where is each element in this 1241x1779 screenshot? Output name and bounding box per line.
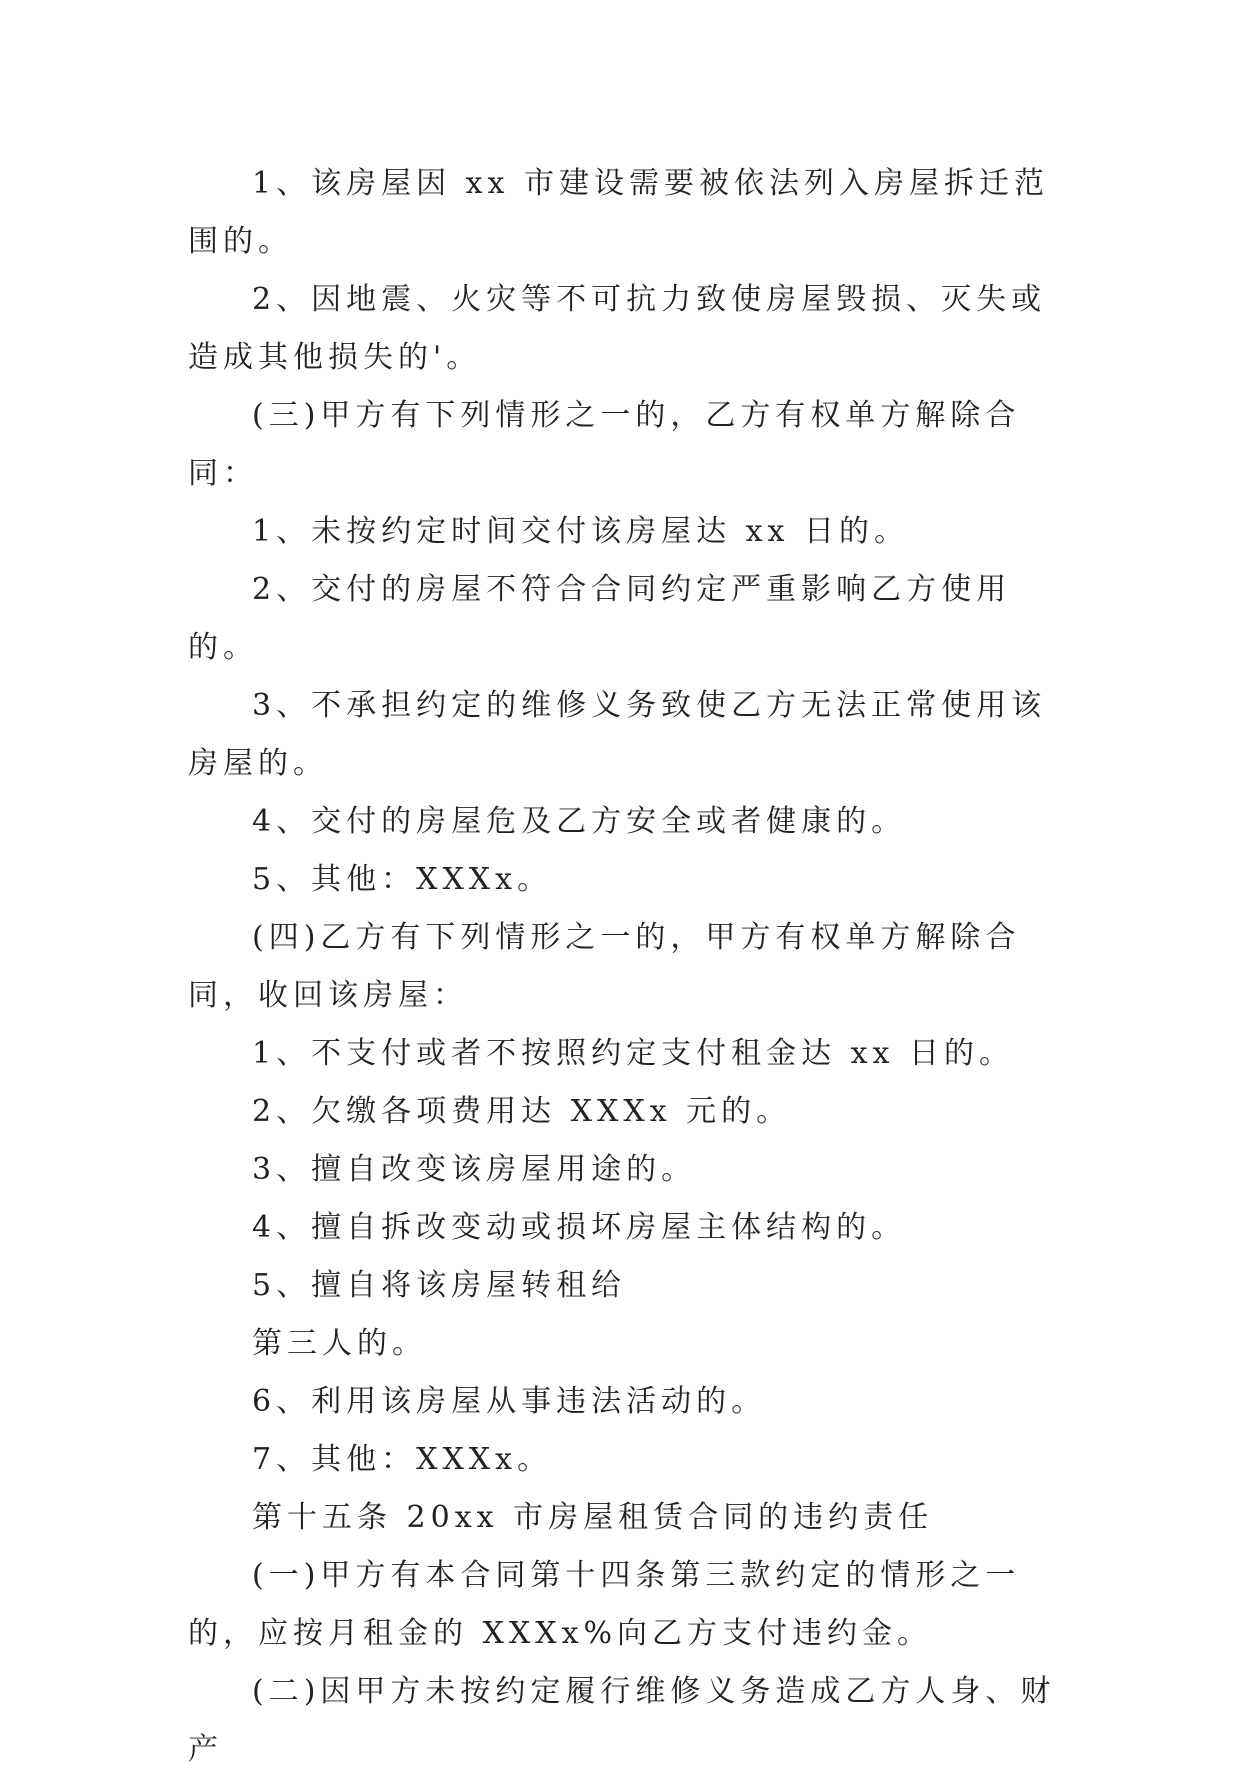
paragraph-clause-2: 2、因地震、火灾等不可抗力致使房屋毁损、灭失或造成其他损失的'。 — [188, 282, 1047, 375]
article-15-heading: 第十五条 20xx 市房屋租赁合同的违约责任 — [252, 1500, 934, 1535]
paragraph-item-4-5-cont: 第三人的。 — [252, 1326, 427, 1361]
paragraph-item-4-7: 7、其他：XXXx。 — [252, 1442, 553, 1477]
paragraph-item-3-2: 2、交付的房屋不符合合同约定严重影响乙方使用的。 — [188, 572, 1012, 665]
document-body — [188, 155, 1058, 1779]
paragraph-item-4-6: 6、利用该房屋从事违法活动的。 — [252, 1384, 767, 1419]
paragraph-item-3-3: 3、不承担约定的维修义务致使乙方无法正常使用该房屋的。 — [188, 688, 1047, 781]
paragraph-item-4-3: 3、擅自改变该房屋用途的。 — [252, 1152, 697, 1187]
paragraph-article-15-1: (一)甲方有本合同第十四条第三款约定的情形之一的，应按月租金的 XXXx%向乙方支付违约金。 — [188, 1558, 1021, 1651]
paragraph-item-4-4: 4、擅自拆改变动或损坏房屋主体结构的。 — [252, 1210, 907, 1245]
paragraph-item-3-1: 1、未按约定时间交付该房屋达 xx 日的。 — [252, 514, 909, 549]
paragraph-item-4-5: 5、擅自将该房屋转租给 — [252, 1268, 627, 1303]
paragraph-article-15-2: (二)因甲方未按约定履行维修义务造成乙方人身、财产 — [188, 1674, 1056, 1767]
paragraph-section-3: (三)甲方有下列情形之一的，乙方有权单方解除合同： — [188, 398, 1021, 491]
paragraph-item-3-4: 4、交付的房屋危及乙方安全或者健康的。 — [252, 804, 907, 839]
paragraph-item-3-5: 5、其他：XXXx。 — [252, 862, 553, 897]
paragraph-item-4-2: 2、欠缴各项费用达 XXXx 元的。 — [252, 1094, 792, 1129]
paragraph-section-4: (四)乙方有下列情形之一的，甲方有权单方解除合同，收回该房屋： — [188, 920, 1021, 1013]
paragraph-item-4-1: 1、不支付或者不按照约定支付租金达 xx 日的。 — [252, 1036, 1014, 1071]
paragraph-clause-1: 1、该房屋因 xx 市建设需要被依法列入房屋拆迁范围的。 — [188, 166, 1049, 259]
